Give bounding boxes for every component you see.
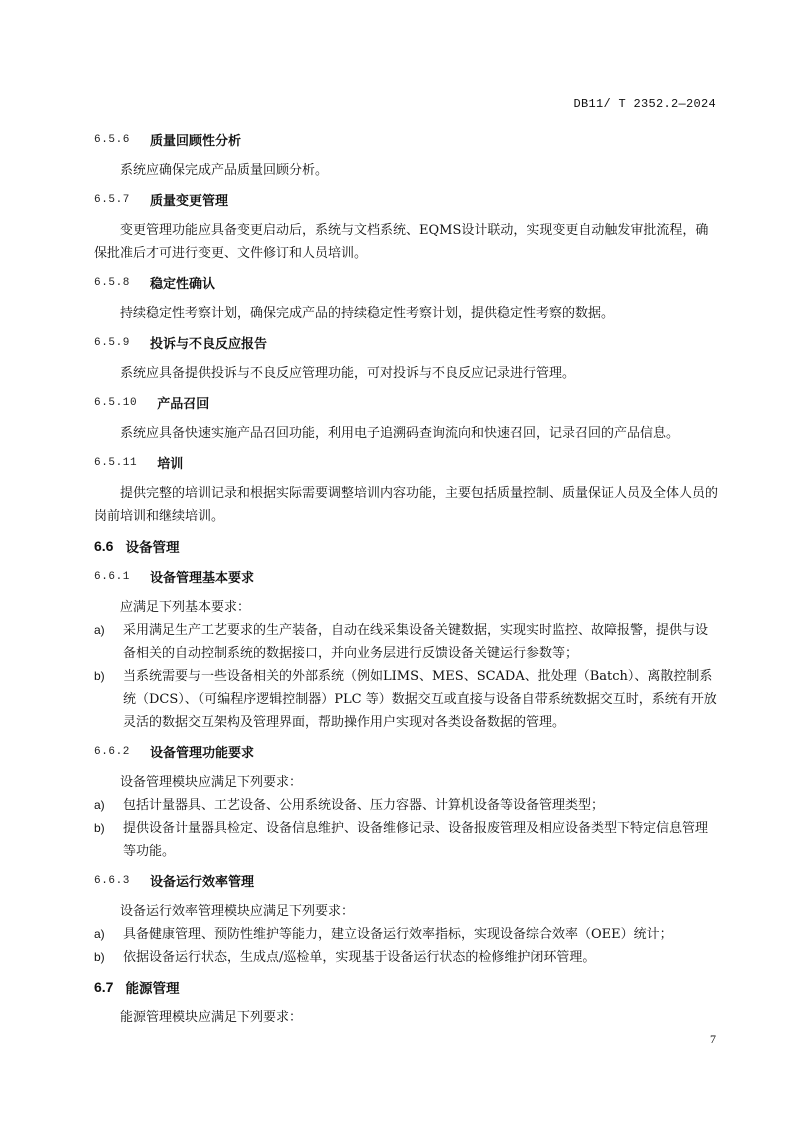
requirement-list [94, 923, 720, 969]
list-marker: a) [94, 798, 105, 812]
subsection-number: 6.5.11 [94, 456, 138, 469]
subsection-number: 6.5.10 [94, 396, 138, 409]
subsection-number: 6.6.3 [94, 874, 131, 887]
list-marker: a) [94, 623, 105, 637]
section-heading-6-7 [94, 975, 720, 998]
paragraph: 变更管理功能应具备变更启动后，系统与文档系统、EQMS设计联动，实现变更自动触发审批流程，确保批准后才可进行变更、文件修订和人员培训。 [94, 223, 709, 261]
section-number: 6.7 [94, 978, 114, 995]
list-item-text: 依据设备运行状态，生成点/巡检单，实现基于设备运行状态的检修维护闭环管理。 [123, 950, 596, 965]
list-item [94, 817, 720, 863]
paragraph: 系统应确保完成产品质量回顾分析。 [120, 163, 329, 178]
list-marker: b) [94, 950, 105, 964]
list-intro: 设备运行效率管理模块应满足下列要求： [120, 904, 355, 919]
list-item [94, 946, 720, 969]
section-number: 6.6 [94, 537, 114, 554]
subsection-title: 培训 [157, 457, 184, 472]
subsection-number: 6.5.7 [94, 193, 131, 206]
subsection-title: 产品召回 [157, 397, 210, 412]
list-item-text: 提供设备计量器具检定、设备信息维护、设备维修记录、设备报废管理及相应设备类型下特定信息管理等功能。 [123, 821, 709, 859]
subsection-title: 稳定性确认 [150, 277, 216, 292]
subsection-title: 设备运行效率管理 [150, 875, 255, 890]
subsection-heading-6-5-9 [94, 331, 720, 354]
subsection-heading-6-5-7 [94, 188, 720, 211]
requirement-list [94, 619, 720, 734]
list-item-text: 具备健康管理、预防性维护等能力，建立设备运行效率指标，实现设备综合效率（OEE）统计； [123, 927, 673, 942]
paragraph: 提供完整的培训记录和根据实际需要调整培训内容功能，主要包括质量控制、质量保证人员及全体人员的岗前培训和继续培训。 [94, 486, 719, 524]
subsection-title: 质量变更管理 [150, 194, 229, 209]
section-title: 能源管理 [125, 980, 180, 997]
subsection-title: 设备管理基本要求 [150, 571, 255, 586]
list-item-text: 包括计量器具、工艺设备、公用系统设备、压力容器、计算机设备等设备管理类型； [123, 798, 605, 813]
subsection-heading-6-5-10 [94, 391, 720, 414]
paragraph: 能源管理模块应满足下列要求： [120, 1010, 303, 1025]
list-item-text: 当系统需要与一些设备相关的外部系统（例如LIMS、MES、SCADA、批处理（Batch）、离散控制系统（DCS）、（可编程序逻辑控制器）PLC 等）数据交互或直接与设备自带系统数据交互时，系统有开放灵活的数据交互架构及管理界面，帮助操作用户实现对各类设备数据的管理。 [123, 669, 717, 730]
section-title: 设备管理 [125, 539, 180, 556]
subsection-number: 6.5.6 [94, 133, 131, 146]
list-item-text: 采用满足生产工艺要求的生产装备，自动在线采集设备关键数据，实现实时监控、故障报警，提供与设备相关的自动控制系统的数据接口，并向业务层进行反馈设备关键运行参数等； [123, 623, 709, 661]
subsection-heading-6-5-6 [94, 128, 720, 151]
paragraph: 系统应具备快速实施产品召回功能，利用电子追溯码查询流向和快速召回，记录召回的产品信息。 [120, 426, 680, 441]
page-number: 7 [710, 1032, 716, 1046]
list-marker: a) [94, 927, 105, 941]
subsection-heading-6-6-1 [94, 565, 720, 588]
subsection-heading-6-5-11 [94, 451, 720, 474]
list-intro: 设备管理模块应满足下列要求： [120, 775, 303, 790]
list-item [94, 923, 720, 946]
subsection-title: 质量回顾性分析 [150, 134, 242, 149]
subsection-number: 6.6.1 [94, 570, 131, 583]
subsection-heading-6-5-8 [94, 271, 720, 294]
subsection-number: 6.5.8 [94, 276, 131, 289]
subsection-title: 投诉与不良反应报告 [150, 337, 268, 352]
subsection-heading-6-6-3 [94, 869, 720, 892]
subsection-number: 6.6.2 [94, 745, 131, 758]
subsection-title: 设备管理功能要求 [150, 746, 255, 761]
list-item [94, 794, 720, 817]
list-marker: b) [94, 669, 105, 683]
list-intro: 应满足下列基本要求： [120, 600, 251, 615]
subsection-heading-6-6-2 [94, 740, 720, 763]
paragraph: 持续稳定性考察计划，确保完成产品的持续稳定性考察计划，提供稳定性考察的数据。 [120, 306, 615, 321]
subsection-number: 6.5.9 [94, 336, 131, 349]
list-item [94, 619, 720, 665]
requirement-list [94, 794, 720, 863]
section-heading-6-6 [94, 534, 720, 557]
list-item [94, 665, 720, 734]
document-code: DB11/ T 2352.2—2024 [573, 97, 716, 111]
paragraph: 系统应具备提供投诉与不良反应管理功能，可对投诉与不良反应记录进行管理。 [120, 366, 576, 381]
list-marker: b) [94, 821, 105, 835]
document-body [94, 128, 720, 1035]
